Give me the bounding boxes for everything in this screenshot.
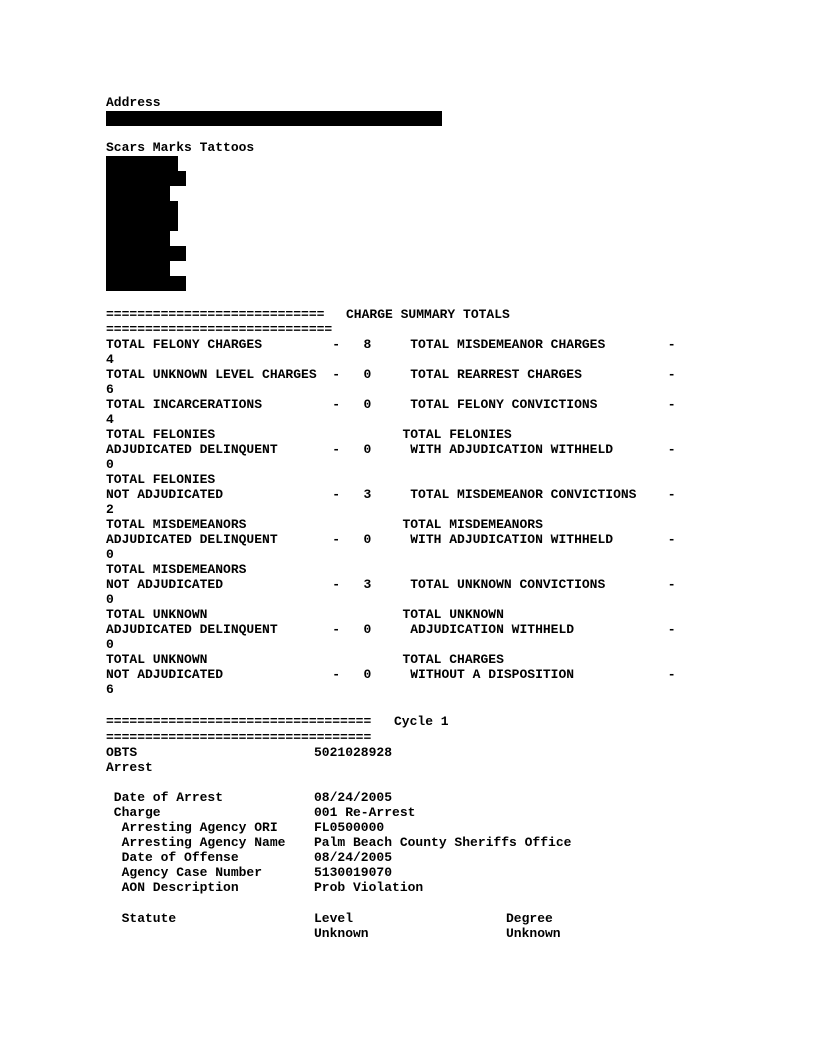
summary-line: TOTAL FELONIES: [106, 472, 216, 487]
agency-case-number-value: 5130019070: [314, 865, 393, 880]
summary-line: ADJUDICATED DELINQUENT - 0 ADJUDICATION WITHHELD -: [106, 622, 676, 637]
summary-title: CHARGE SUMMARY TOTALS: [346, 307, 510, 322]
statute-header: Statute: [106, 911, 177, 926]
scars-redaction-5: [106, 216, 178, 231]
summary-line: 6: [106, 682, 114, 697]
cycle-rule-left: ==================================: [106, 714, 372, 729]
summary-line: TOTAL UNKNOWN LEVEL CHARGES - 0 TOTAL REARREST CHARGES -: [106, 367, 676, 382]
summary-rule-left: ============================: [106, 307, 325, 322]
cycle-rule-wrap: ==================================: [106, 730, 372, 745]
arresting-agency-name-label: Arresting Agency Name: [106, 835, 286, 850]
summary-line: 4: [106, 352, 114, 367]
summary-lines: [106, 337, 676, 697]
address-redaction: [106, 111, 442, 126]
arresting-agency-ori-label: Arresting Agency ORI: [106, 820, 278, 835]
degree-header: Degree: [506, 911, 553, 926]
summary-line: TOTAL INCARCERATIONS - 0 TOTAL FELONY CONVICTIONS -: [106, 397, 676, 412]
level-value: Unknown: [314, 926, 369, 941]
aon-description-value: Prob Violation: [314, 880, 424, 895]
address-label: Address: [106, 95, 161, 110]
summary-line: 2: [106, 502, 114, 517]
level-header: Level: [314, 911, 354, 926]
summary-line: TOTAL MISDEMEANORS TOTAL MISDEMEANORS: [106, 517, 543, 532]
summary-rule-wrap: =============================: [106, 322, 333, 337]
arrest-label: Arrest: [106, 760, 153, 775]
date-of-offense-value: 08/24/2005: [314, 850, 393, 865]
summary-line: ADJUDICATED DELINQUENT - 0 WITH ADJUDICATION WITHHELD -: [106, 442, 676, 457]
summary-line: TOTAL FELONIES TOTAL FELONIES: [106, 427, 512, 442]
summary-line: TOTAL UNKNOWN TOTAL CHARGES: [106, 652, 504, 667]
date-of-arrest-label: Date of Arrest: [106, 790, 224, 805]
arrest-field-values: [314, 790, 571, 895]
summary-line: 0: [106, 457, 114, 472]
obts-label: OBTS: [106, 745, 138, 760]
summary-line: 0: [106, 592, 114, 607]
summary-line: NOT ADJUDICATED - 0 WITHOUT A DISPOSITION -: [106, 667, 676, 682]
summary-line: TOTAL MISDEMEANORS: [106, 562, 247, 577]
scars-redaction-9: [106, 276, 186, 291]
summary-line: ADJUDICATED DELINQUENT - 0 WITH ADJUDICATION WITHHELD -: [106, 532, 676, 547]
agency-case-number-label: Agency Case Number: [106, 865, 263, 880]
scars-label: Scars Marks Tattoos: [106, 140, 255, 155]
charge-value: 001 Re-Arrest: [314, 805, 416, 820]
summary-line: 4: [106, 412, 114, 427]
scars-redaction-6: [106, 231, 170, 246]
degree-value: Unknown: [506, 926, 561, 941]
arrest-field-labels: [106, 790, 285, 895]
summary-line: NOT ADJUDICATED - 3 TOTAL MISDEMEANOR CONVICTIONS -: [106, 487, 676, 502]
cycle-title: Cycle 1: [394, 714, 449, 729]
summary-line: NOT ADJUDICATED - 3 TOTAL UNKNOWN CONVICTIONS -: [106, 577, 676, 592]
summary-line: TOTAL FELONY CHARGES - 8 TOTAL MISDEMEANOR CHARGES -: [106, 337, 676, 352]
date-of-offense-label: Date of Offense: [106, 850, 239, 865]
aon-description-label: AON Description: [106, 880, 239, 895]
scars-redaction-4: [106, 201, 178, 216]
summary-line: 6: [106, 382, 114, 397]
charge-label: Charge: [106, 805, 161, 820]
arresting-agency-ori-value: FL0500000: [314, 820, 385, 835]
obts-value: 5021028928: [314, 745, 393, 760]
scars-redaction-2: [106, 171, 186, 186]
summary-line: TOTAL UNKNOWN TOTAL UNKNOWN: [106, 607, 504, 622]
arresting-agency-name-value: Palm Beach County Sheriffs Office: [314, 835, 572, 850]
scars-redaction-7: [106, 246, 186, 261]
date-of-arrest-value: 08/24/2005: [314, 790, 393, 805]
scars-redaction-8: [106, 261, 170, 276]
summary-line: 0: [106, 547, 114, 562]
scars-redaction-3: [106, 186, 170, 201]
summary-line: 0: [106, 637, 114, 652]
scars-redaction-1: [106, 156, 178, 171]
